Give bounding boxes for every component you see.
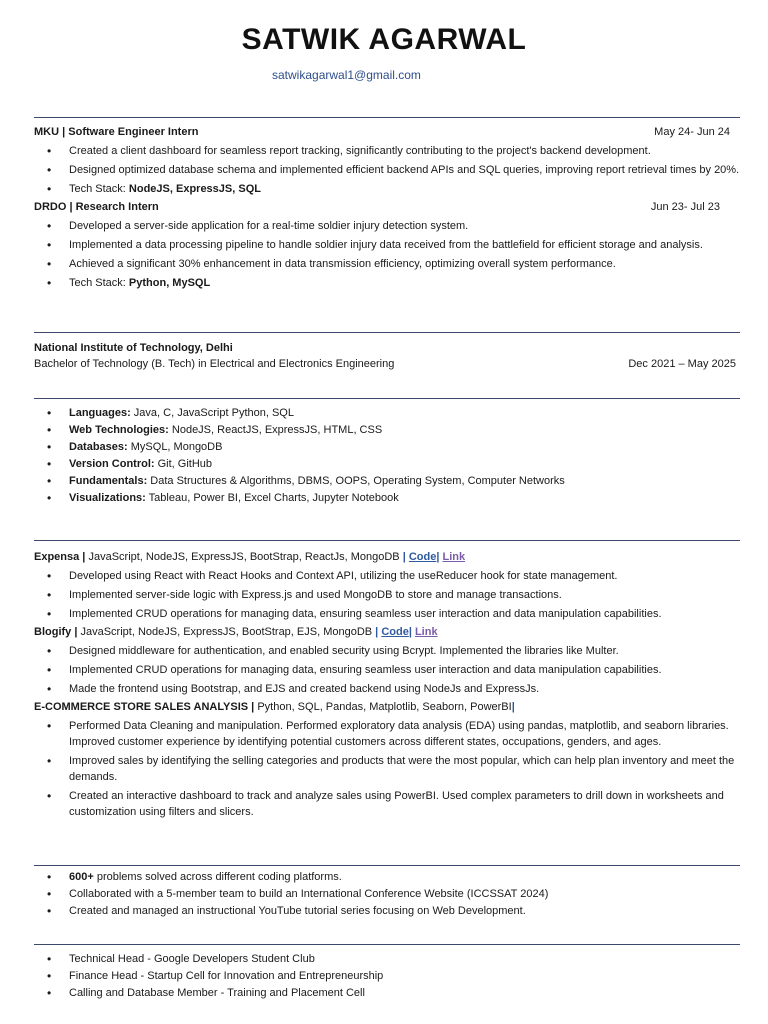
project-live-link[interactable]: Link bbox=[414, 625, 438, 638]
candidate-name: SATWIK AGARWAL bbox=[241, 23, 527, 56]
email-link[interactable]: satwikagarwal1@gmail.com bbox=[272, 68, 421, 82]
skill-label: Databases: bbox=[69, 441, 128, 453]
skill-item bbox=[34, 422, 740, 438]
section-divider bbox=[34, 398, 740, 399]
project-bullets bbox=[34, 568, 740, 622]
project-header-ecommerce: E-COMMERCE STORE SALES ANALYSIS | Python, SQL, Pandas, Matplotlib, Seaborn, PowerBI| bbox=[34, 700, 515, 713]
experience-dates: May 24- Jun 24 bbox=[654, 126, 730, 138]
section-divider bbox=[34, 865, 740, 866]
experience-role: Software Engineer Intern bbox=[68, 126, 199, 138]
achievements-list bbox=[34, 869, 740, 919]
achievement-text: problems solved across different coding platforms. bbox=[93, 871, 342, 883]
degree-row bbox=[34, 357, 740, 373]
experience-header-drdo bbox=[34, 200, 740, 216]
skill-item bbox=[34, 405, 740, 421]
stack-value: Python, MySQL bbox=[128, 276, 211, 289]
list-item: • Developed using React with React Hooks and Context API, utilizing the useReducer hook for state management. bbox=[34, 568, 740, 584]
project-stack: Python, SQL, Pandas, Matplotlib, Seaborn, PowerBI bbox=[257, 700, 512, 713]
list-item: • Designed optimized database schema and implemented efficient backend APIs and SQL queries, improving report retrieval times by 20%. bbox=[34, 162, 740, 178]
skill-item bbox=[34, 490, 740, 506]
education-section bbox=[34, 341, 740, 373]
skill-value: Data Structures & Algorithms, DBMS, OOPS, Operating System, Computer Networks bbox=[147, 475, 565, 487]
list-item: • Implemented server-side logic with Express.js and used MongoDB to store and manage transactions. bbox=[34, 587, 740, 603]
positions-list bbox=[34, 951, 740, 1001]
skill-item bbox=[34, 473, 740, 489]
project-header-expensa: Expensa | JavaScript, NodeJS, ExpressJS, BootStrap, ReactJs, MongoDB | Code| Link bbox=[34, 551, 466, 563]
section-divider bbox=[34, 117, 740, 118]
project-header-blogify: Blogify | JavaScript, NodeJS, ExpressJS, BootStrap, EJS, MongoDB | Code| Link bbox=[34, 625, 438, 638]
stack-value: NodeJS, ExpressJS, SQL bbox=[128, 182, 261, 195]
list-item: • Implemented a data processing pipeline to handle soldier injury data received from the battlefield for efficient storage and analysis. bbox=[34, 237, 740, 253]
project-name: E-COMMERCE STORE SALES ANALYSIS bbox=[34, 700, 249, 713]
skill-label: Languages: bbox=[69, 407, 131, 419]
stack-label: Tech Stack: bbox=[69, 182, 129, 195]
experience-bullets bbox=[34, 218, 740, 291]
achievements-section bbox=[34, 869, 740, 920]
project-code-link[interactable]: Code bbox=[408, 551, 437, 563]
experience-header-mku bbox=[34, 125, 740, 141]
experience-title: DRDO | Research Intern bbox=[34, 200, 159, 213]
skill-label: Fundamentals: bbox=[69, 475, 148, 487]
list-item: • Technical Head - Google Developers Student Club bbox=[34, 951, 740, 967]
skill-value: NodeJS, ReactJS, ExpressJS, HTML, CSS bbox=[168, 424, 383, 436]
skill-value: MySQL, MongoDB bbox=[127, 441, 223, 453]
experience-org: MKU bbox=[34, 126, 60, 138]
list-item: • Finance Head - Startup Cell for Innovation and Entrepreneurship bbox=[34, 968, 740, 984]
list-item: • Created and managed an instructional YouTube tutorial series focusing on Web Development. bbox=[34, 903, 740, 919]
list-item: • Implemented CRUD operations for managing data, ensuring seamless user interaction and data manipulation capabilities. bbox=[34, 662, 740, 678]
experience-role: Research Intern bbox=[75, 200, 159, 213]
skill-label: Version Control: bbox=[69, 458, 155, 470]
list-item: • Developed a server-side application for a real-time soldier injury detection system. bbox=[34, 218, 740, 234]
experience-dates: Jun 23- Jul 23 bbox=[650, 200, 720, 213]
list-item bbox=[34, 181, 740, 197]
skills-section bbox=[34, 405, 740, 507]
list-item: • Achieved a significant 30% enhancement in data transmission efficiency, optimizing overall system performance. bbox=[34, 256, 740, 272]
project-stack: JavaScript, NodeJS, ExpressJS, BootStrap, EJS, MongoDB bbox=[80, 625, 376, 638]
skill-label: Visualizations: bbox=[69, 492, 146, 504]
experience-section bbox=[34, 125, 740, 294]
section-divider bbox=[34, 332, 740, 333]
skill-value: Git, GitHub bbox=[154, 458, 213, 470]
project-bullets bbox=[34, 643, 740, 697]
list-item: • Created a client dashboard for seamless report tracking, significantly contributing to the project's backend development. bbox=[34, 143, 740, 159]
skill-label: Web Technologies: bbox=[69, 424, 169, 436]
list-item: • Performed Data Cleaning and manipulation. Performed exploratory data analysis (EDA) using pandas, matplotlib, and seaborn libraries. Improved customer experience by identifying potential customers across different states, occupations, genders, and ages. bbox=[34, 718, 740, 750]
skills-list bbox=[34, 405, 740, 506]
achievement-highlight: 600+ bbox=[69, 871, 94, 883]
skill-item bbox=[34, 439, 740, 455]
degree-name: Bachelor of Technology (B. Tech) in Electrical and Electronics Engineering bbox=[34, 357, 395, 370]
project-name: Expensa bbox=[34, 551, 80, 563]
project-name: Blogify bbox=[34, 625, 72, 638]
section-divider bbox=[34, 540, 740, 541]
section-divider bbox=[34, 944, 740, 945]
education-dates: Dec 2021 – May 2025 bbox=[628, 357, 736, 370]
skill-item bbox=[34, 456, 740, 472]
project-stack: JavaScript, NodeJS, ExpressJS, BootStrap, ReactJs, MongoDB bbox=[88, 551, 403, 563]
list-item bbox=[34, 869, 740, 885]
skill-value: Java, C, JavaScript Python, SQL bbox=[130, 407, 294, 419]
list-item: • Improved sales by identifying the selling categories and products that were the most popular, which can help plan inventory and meet the demands. bbox=[34, 753, 740, 785]
school-name: National Institute of Technology, Delhi bbox=[34, 342, 233, 354]
project-live-link[interactable]: Link bbox=[442, 551, 466, 563]
list-item: • Calling and Database Member - Training and Placement Cell bbox=[34, 985, 740, 1001]
experience-bullets bbox=[34, 143, 740, 197]
list-item: • Made the frontend using Bootstrap, and EJS and created backend using NodeJs and ExpressJs. bbox=[34, 681, 740, 697]
list-item: • Created an interactive dashboard to track and analyze sales using PowerBI. Used complex parameters to drill down in worksheets and customization using filters and slicers. bbox=[34, 788, 740, 820]
list-item: • Implemented CRUD operations for managing data, ensuring seamless user interaction and data manipulation capabilities. bbox=[34, 606, 740, 622]
stack-label: Tech Stack: bbox=[69, 276, 129, 289]
list-item: • Collaborated with a 5-member team to build an International Conference Website (ICCSSAT 2024) bbox=[34, 886, 740, 902]
project-code-link[interactable]: Code bbox=[381, 625, 409, 638]
projects-section bbox=[34, 550, 740, 823]
skill-value: Tableau, Power BI, Excel Charts, Jupyter Notebook bbox=[145, 492, 399, 504]
project-bullets bbox=[34, 718, 740, 820]
list-item: • Designed middleware for authentication, and enabled security using Bcrypt. Implemented the libraries like Multer. bbox=[34, 643, 740, 659]
experience-org: DRDO bbox=[34, 200, 67, 213]
list-item bbox=[34, 275, 740, 291]
experience-title: MKU | Software Engineer Intern bbox=[34, 126, 199, 138]
positions-section bbox=[34, 951, 740, 1002]
